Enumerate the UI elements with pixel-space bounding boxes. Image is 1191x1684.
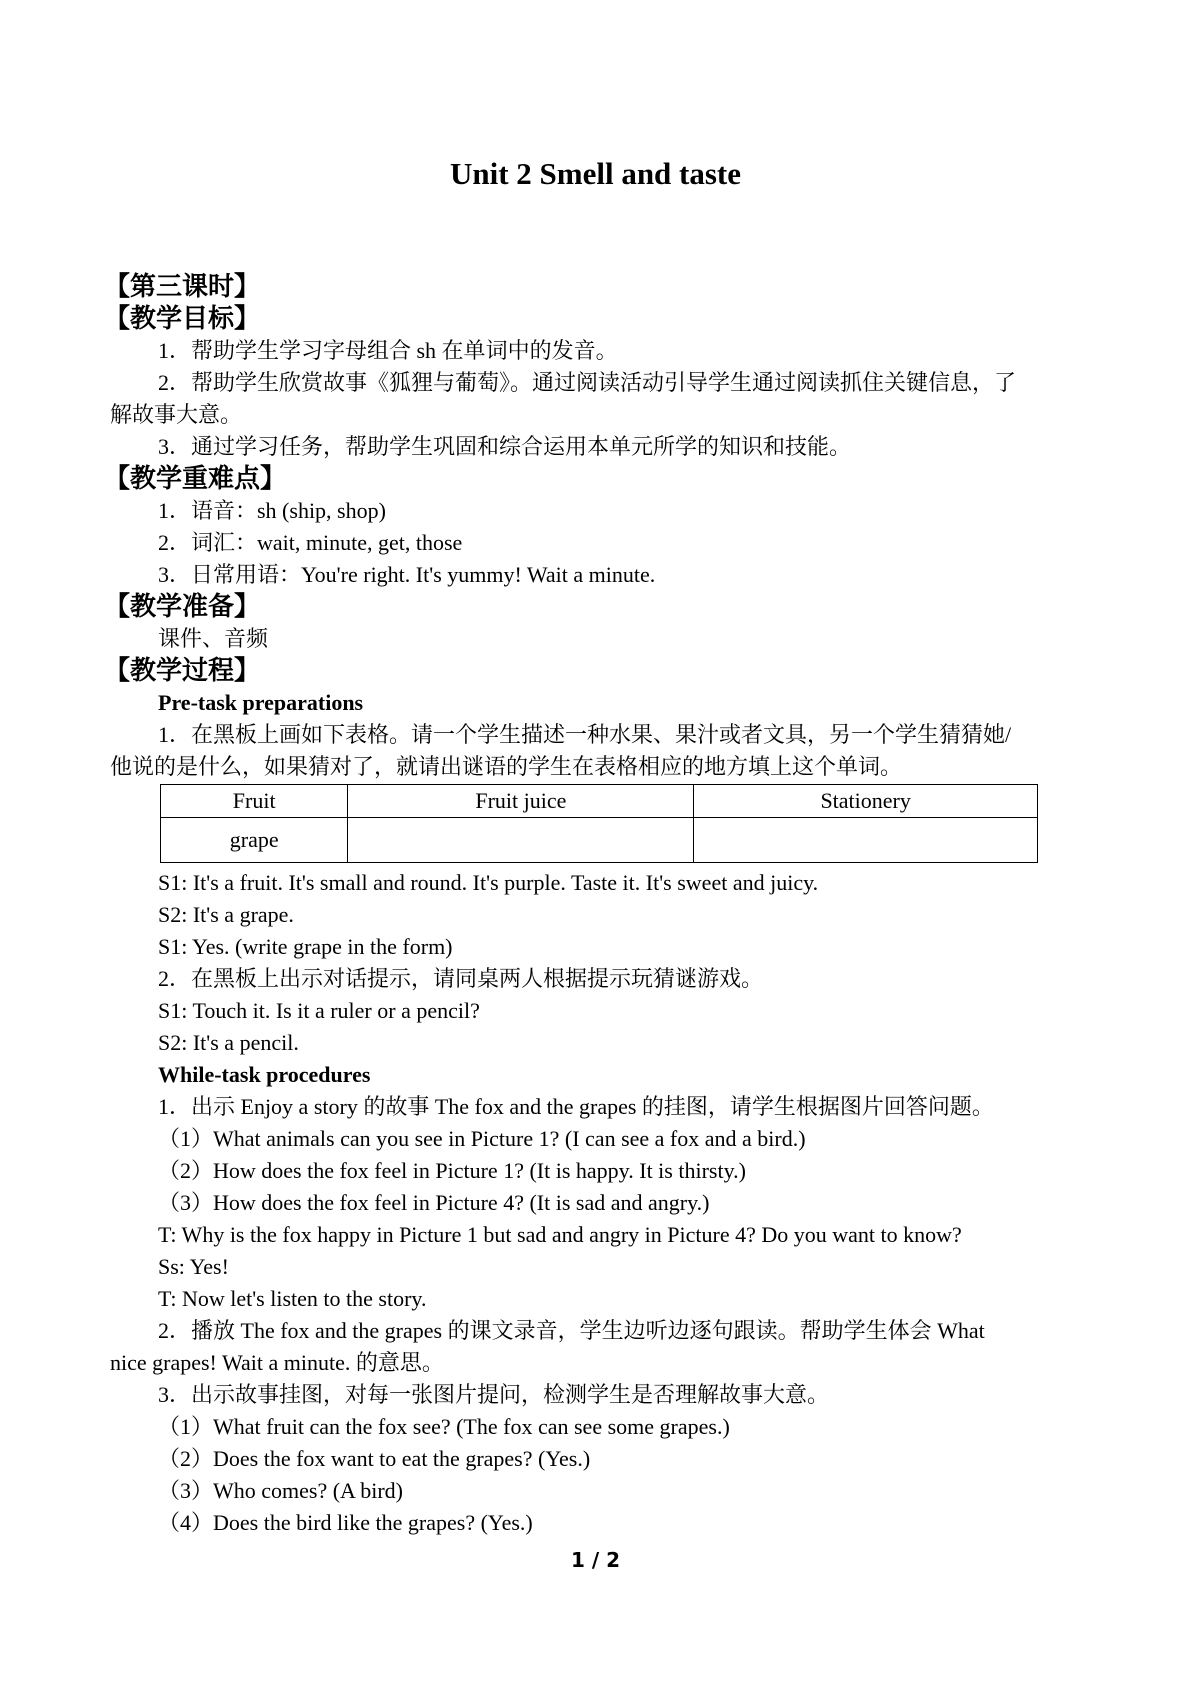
- page-number: 1 / 2: [570, 1548, 621, 1572]
- preparation-heading: 【教学准备】: [104, 592, 261, 621]
- goal-item: 2．帮助学生欣赏故事《狐狸与葡萄》。通过阅读活动引导学生通过阅读抓住关键信息，了: [158, 370, 1017, 395]
- dialogue-line: S2: It's a grape.: [158, 902, 294, 927]
- preparation-text: 课件、音频: [158, 626, 269, 651]
- dialogue-line: S1: Yes. (write grape in the form): [158, 934, 453, 959]
- riddle-table: [160, 784, 1038, 863]
- goals-heading: 【教学目标】: [104, 304, 261, 333]
- table-cell: grape: [161, 818, 348, 863]
- while-task-line: 3．出示故事挂图，对每一张图片提问，检测学生是否理解故事大意。: [158, 1382, 830, 1407]
- while-task-line: （4）Does the bird like the grapes? (Yes.): [158, 1510, 533, 1535]
- table-cell: [348, 818, 694, 863]
- pre-task-intro: 他说的是什么，如果猜对了，就请出谜语的学生在表格相应的地方填上这个单词。: [110, 754, 903, 779]
- while-task-line: （1）What fruit can the fox see? (The fox can see some grapes.): [158, 1414, 730, 1439]
- while-task-line: T: Now let's listen to the story.: [158, 1286, 427, 1311]
- while-task-line: （2）Does the fox want to eat the grapes? (Yes.): [158, 1446, 591, 1471]
- while-task-line: T: Why is the fox happy in Picture 1 but sad and angry in Picture 4? Do you want to know?: [158, 1222, 962, 1247]
- while-task-line: （3）Who comes? (A bird): [158, 1478, 403, 1503]
- goal-item: 解故事大意。: [110, 402, 243, 427]
- while-task-line: 1．出示 Enjoy a story 的故事 The fox and the grapes 的挂图，请学生根据图片回答问题。: [158, 1094, 994, 1119]
- process-heading: 【教学过程】: [104, 656, 261, 685]
- while-task-line: Ss: Yes!: [158, 1254, 229, 1279]
- period-heading: 【第三课时】: [104, 272, 261, 301]
- table-header-cell: Fruit juice: [348, 785, 694, 818]
- while-task-line: （3）How does the fox feel in Picture 4? (It is sad and angry.): [158, 1190, 710, 1215]
- document-title: Unit 2 Smell and taste: [449, 156, 742, 191]
- while-task-line: 2．播放 The fox and the grapes 的课文录音，学生边听边逐句跟读。帮助学生体会 What: [158, 1318, 985, 1343]
- table-header-cell: Stationery: [694, 785, 1038, 818]
- while-task-line: nice grapes! Wait a minute. 的意思。: [110, 1350, 444, 1375]
- keypoint-item: 2．词汇：wait, minute, get, those: [158, 530, 463, 555]
- table-header-row: [161, 785, 1038, 818]
- keypoint-item: 3．日常用语：You're right. It's yummy! Wait a minute.: [158, 562, 656, 587]
- while-task-line: （1）What animals can you see in Picture 1? (I can see a fox and a bird.): [158, 1126, 806, 1151]
- keypoint-item: 1．语音：sh (ship, shop): [158, 498, 386, 523]
- while-task-heading: While-task procedures: [158, 1062, 371, 1087]
- pre-task-intro: 1．在黑板上画如下表格。请一个学生描述一种水果、果汁或者文具，另一个学生猜猜她/: [158, 722, 1012, 747]
- goal-item: 3．通过学习任务，帮助学生巩固和综合运用本单元所学的知识和技能。: [158, 434, 852, 459]
- dialogue-line: 2．在黑板上出示对话提示，请同桌两人根据提示玩猜谜游戏。: [158, 966, 764, 991]
- goal-item: 1．帮助学生学习字母组合 sh 在单词中的发音。: [158, 338, 618, 363]
- keypoints-heading: 【教学重难点】: [104, 464, 287, 493]
- dialogue-line: S1: Touch it. Is it a ruler or a pencil?: [158, 998, 480, 1023]
- while-task-line: （2）How does the fox feel in Picture 1? (It is happy. It is thirsty.): [158, 1158, 746, 1183]
- dialogue-line: S2: It's a pencil.: [158, 1030, 299, 1055]
- table-cell: [694, 818, 1038, 863]
- dialogue-line: S1: It's a fruit. It's small and round. It's purple. Taste it. It's sweet and juicy.: [158, 870, 819, 895]
- table-header-cell: Fruit: [161, 785, 348, 818]
- pre-task-heading: Pre-task preparations: [158, 690, 364, 715]
- table-row: [161, 818, 1038, 863]
